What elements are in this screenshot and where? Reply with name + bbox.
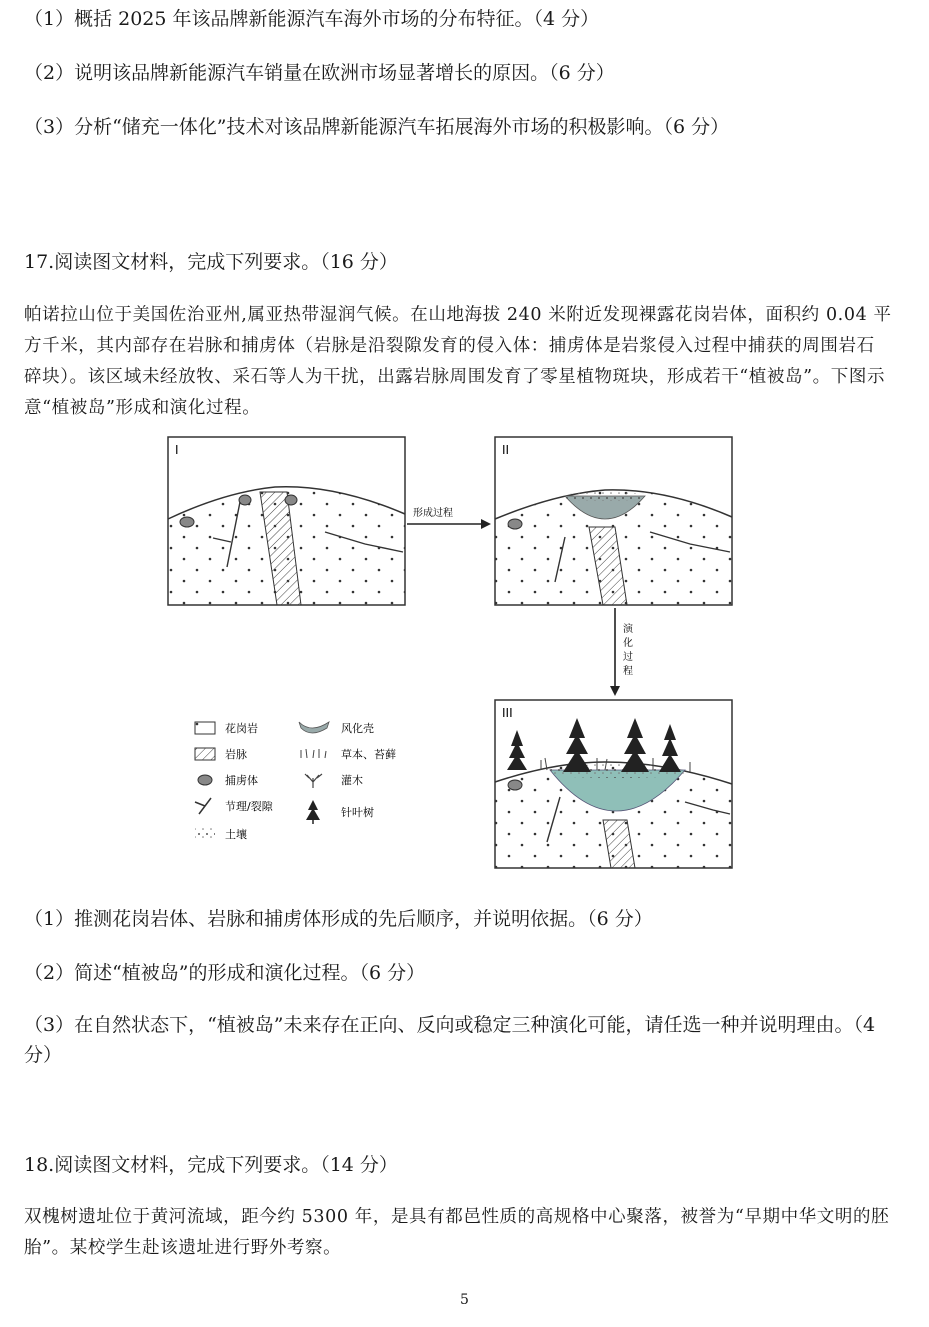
evolution-arrow-char-4: 程: [623, 666, 633, 677]
svg-text:灌木: 灌木: [341, 774, 363, 787]
svg-text:针叶树: 针叶树: [341, 806, 374, 819]
svg-text:风化壳: 风化壳: [341, 722, 374, 735]
panel-1-label: I: [175, 443, 179, 457]
legend-shrub: [305, 773, 363, 788]
legend-joint: [195, 798, 274, 814]
svg-text:草本、苔藓: 草本、苔藓: [341, 748, 396, 761]
evolution-arrow-char-3: 过: [623, 652, 633, 663]
question-17-heading: 17.阅读图文材料，完成下列要求。（16 分）: [24, 251, 398, 273]
question-16-part-1: （1）概括 2025 年该品牌新能源汽车海外市场的分布特征。（4 分）: [24, 8, 600, 30]
legend-granite: [195, 721, 258, 735]
figure-legend: [195, 721, 396, 841]
svg-text:土壤: 土壤: [225, 828, 247, 841]
question-17-part-1: （1）推测花岗岩体、岩脉和捕虏体形成的先后顺序，并说明依据。（6 分）: [24, 908, 653, 930]
question-18-heading: 18.阅读图文材料，完成下列要求。（14 分）: [24, 1154, 398, 1176]
svg-text:花岗岩: 花岗岩: [225, 722, 258, 735]
panel-1: [168, 437, 405, 605]
svg-text:节理/裂隙: 节理/裂隙: [225, 800, 273, 813]
question-17-part-3: （3）在自然状态下，“植被岛”未来存在正向、反向或稳定三种演化可能，请任选一种并说明理由。（4 分）: [24, 1014, 876, 1066]
svg-text:岩脉: 岩脉: [225, 748, 247, 761]
svg-text:捕虏体: 捕虏体: [225, 774, 258, 787]
question-18-material: 双槐树遗址位于黄河流域，距今约 5300 年，是具有都邑性质的高规格中心聚落，被誉为“早期中华文明的胚胎”。某校学生赴该遗址进行野外考察。: [24, 1207, 890, 1258]
vegetation-island-figure: [165, 432, 745, 881]
legend-conifer: [306, 800, 374, 824]
legend-weathering-crust: [299, 721, 374, 735]
panel-3-label: III: [502, 706, 513, 720]
evolution-arrow-char-1: 演: [623, 624, 633, 635]
page-number: 5: [460, 1292, 469, 1308]
evolution-arrow: [610, 608, 634, 696]
legend-herbs-moss: [301, 747, 396, 761]
evolution-arrow-char-2: 化: [623, 638, 633, 649]
panel-2: [495, 437, 732, 605]
question-17-part-2: （2）简述“植被岛”的形成和演化过程。（6 分）: [24, 962, 426, 984]
legend-soil: [195, 827, 247, 841]
panel-2-label: II: [502, 443, 510, 457]
legend-dike: [195, 747, 247, 761]
legend-xenolith: [198, 773, 258, 787]
formation-arrow-label: 形成过程: [413, 508, 453, 519]
formation-arrow: [407, 506, 491, 529]
question-16-part-2: （2）说明该品牌新能源汽车销量在欧洲市场显著增长的原因。（6 分）: [24, 62, 615, 84]
question-17-material: 帕诺拉山位于美国佐治亚州,属亚热带湿润气候。在山地海拔 240 米附近发现裸露花岗岩体，面积约 0.04 平方千米，其内部存在岩脉和捕虏体（岩脉是沿裂隙发育的侵入体：捕虏体是岩浆侵入过程中捕获的周围岩石碎块）。该区域未经放牧、采石等人为干扰，出露岩脉周围发育了零星植物斑块，形成若干“植被岛”。下图示意“植被岛”形成和演化过程。: [24, 305, 892, 418]
question-16-part-3: （3）分析“储充一体化”技术对该品牌新能源汽车拓展海外市场的积极影响。（6 分）: [24, 116, 730, 138]
panel-3: [495, 700, 732, 868]
